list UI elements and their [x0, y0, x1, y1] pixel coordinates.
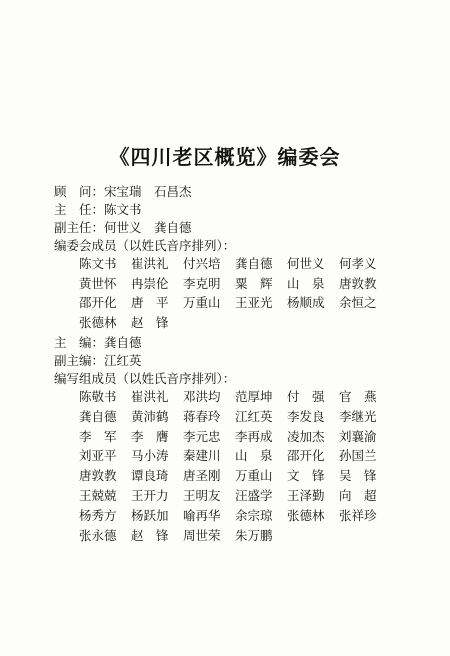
deputy-editor-row	[54, 352, 434, 370]
writer-member: 陈敬书	[79, 389, 117, 404]
writer-row	[79, 447, 434, 467]
deputy-chief-value: 何世义 龚自德	[104, 220, 192, 235]
writer-member: 龚自德	[79, 408, 117, 424]
writer-row	[79, 408, 434, 428]
writer-member: 王明友	[183, 487, 221, 503]
committee-row	[79, 314, 434, 334]
writer-member-list	[54, 388, 434, 546]
advisors-row	[54, 183, 434, 201]
writer-member: 江红英	[235, 408, 273, 424]
committee-listing	[54, 183, 434, 547]
committee-member: 李克明	[183, 275, 221, 291]
editor-in-chief-value: 龚自德	[104, 335, 142, 350]
writer-member: 唐圣刚	[183, 468, 221, 484]
writer-member: 张德林	[287, 507, 325, 523]
committee-member-list	[54, 255, 434, 333]
writer-member: 秦建川	[183, 448, 221, 464]
writer-member: 吴 锋	[339, 468, 377, 484]
writer-row	[79, 388, 434, 408]
writer-member: 付 强	[287, 389, 325, 404]
writer-member: 谭良琦	[131, 468, 169, 484]
committee-member: 粟 辉	[235, 275, 273, 291]
writer-member: 杨秀方	[79, 507, 117, 523]
committee-member: 王亚光	[235, 295, 273, 310]
writer-member: 邓洪均	[183, 389, 221, 404]
committee-member: 赵 锋	[131, 314, 169, 330]
committee-member: 唐敦教	[339, 275, 377, 291]
deputy-chief-label: 副主任：	[54, 220, 105, 235]
writer-member: 张永德	[79, 527, 117, 543]
chief-value: 陈文书	[104, 202, 142, 217]
advisors-label: 顾 问：	[54, 184, 105, 199]
deputy-editor-label: 副主编：	[54, 353, 105, 368]
writer-member: 王泽勤	[287, 487, 325, 503]
writer-member: 马小涛	[131, 448, 169, 464]
chief-label: 主 任：	[54, 202, 105, 217]
writer-row	[79, 507, 434, 527]
writer-member: 李发良	[287, 408, 325, 424]
writer-member: 蒋春玲	[183, 408, 221, 424]
writer-member: 邵开化	[287, 448, 325, 464]
writer-member: 李再成	[235, 428, 273, 444]
writer-member: 李 膺	[131, 428, 169, 444]
committee-row	[79, 294, 434, 314]
writer-member: 李 军	[79, 428, 117, 444]
chief-row	[54, 201, 434, 219]
writers-heading: 编写组成员（以姓氏音序排列）：	[54, 371, 236, 386]
committee-member: 陈文书	[79, 256, 117, 271]
writer-member: 周世荣	[183, 527, 221, 543]
deputy-chief-row	[54, 219, 434, 237]
writer-member: 范厚坤	[235, 389, 273, 404]
editor-in-chief-row	[54, 334, 434, 352]
writer-member: 汪盛学	[235, 487, 273, 503]
writer-member: 官 燕	[339, 389, 377, 404]
writer-member: 万重山	[235, 468, 273, 484]
committee-member: 杨顺成	[287, 295, 325, 310]
writer-member: 刘亚平	[79, 448, 117, 464]
committee-member: 崔洪礼	[131, 256, 169, 271]
writer-member: 喻再华	[183, 507, 221, 523]
writer-member: 王兢兢	[79, 487, 117, 503]
writer-member: 李元忠	[183, 428, 221, 444]
committee-row	[79, 255, 434, 275]
writer-row	[79, 428, 434, 448]
committee-member: 冉崇伦	[131, 275, 169, 291]
committee-row	[79, 275, 434, 295]
page-title: 《四川老区概览》编委会	[109, 145, 341, 169]
writer-member: 朱万鹏	[235, 527, 273, 543]
committee-member: 余恒之	[339, 295, 377, 310]
writer-member: 崔洪礼	[131, 389, 169, 404]
writer-member: 唐敦教	[79, 468, 117, 484]
writer-member: 向 超	[339, 487, 377, 503]
committee-member: 张德林	[79, 314, 117, 330]
committee-member: 唐 平	[131, 295, 169, 310]
committee-member: 万重山	[183, 295, 221, 310]
writer-member: 孙国兰	[339, 448, 377, 464]
writer-row	[79, 527, 434, 547]
committee-member: 邵开化	[79, 295, 117, 310]
writer-member: 杨跃加	[131, 507, 169, 523]
committee-member: 龚自德	[235, 256, 273, 271]
writer-member: 李继光	[339, 408, 377, 424]
writer-member: 余宗琼	[235, 507, 273, 523]
editor-in-chief-label: 主 编：	[54, 335, 105, 350]
writer-member: 刘襄渝	[339, 428, 377, 444]
writer-row	[79, 487, 434, 507]
writer-row	[79, 467, 434, 487]
writer-member: 山 泉	[235, 448, 273, 464]
writer-member: 王开力	[131, 487, 169, 503]
writer-member: 文 锋	[287, 468, 325, 484]
writer-member: 张祥珍	[339, 507, 377, 523]
deputy-editor-value: 江红英	[104, 353, 142, 368]
committee-heading: 编委会成员（以姓氏音序排列）：	[54, 238, 236, 253]
writer-member: 赵 锋	[131, 527, 169, 543]
writer-member: 黄沛鹤	[131, 408, 169, 424]
advisors-value: 宋宝瑞 石昌杰	[104, 184, 192, 199]
writer-member: 凌加杰	[287, 428, 325, 444]
committee-member: 付兴培	[183, 256, 221, 271]
committee-member: 何世义	[287, 256, 325, 271]
committee-member: 何孝义	[339, 256, 377, 271]
committee-member: 山 泉	[287, 275, 325, 291]
committee-member: 黄世怀	[79, 275, 117, 291]
